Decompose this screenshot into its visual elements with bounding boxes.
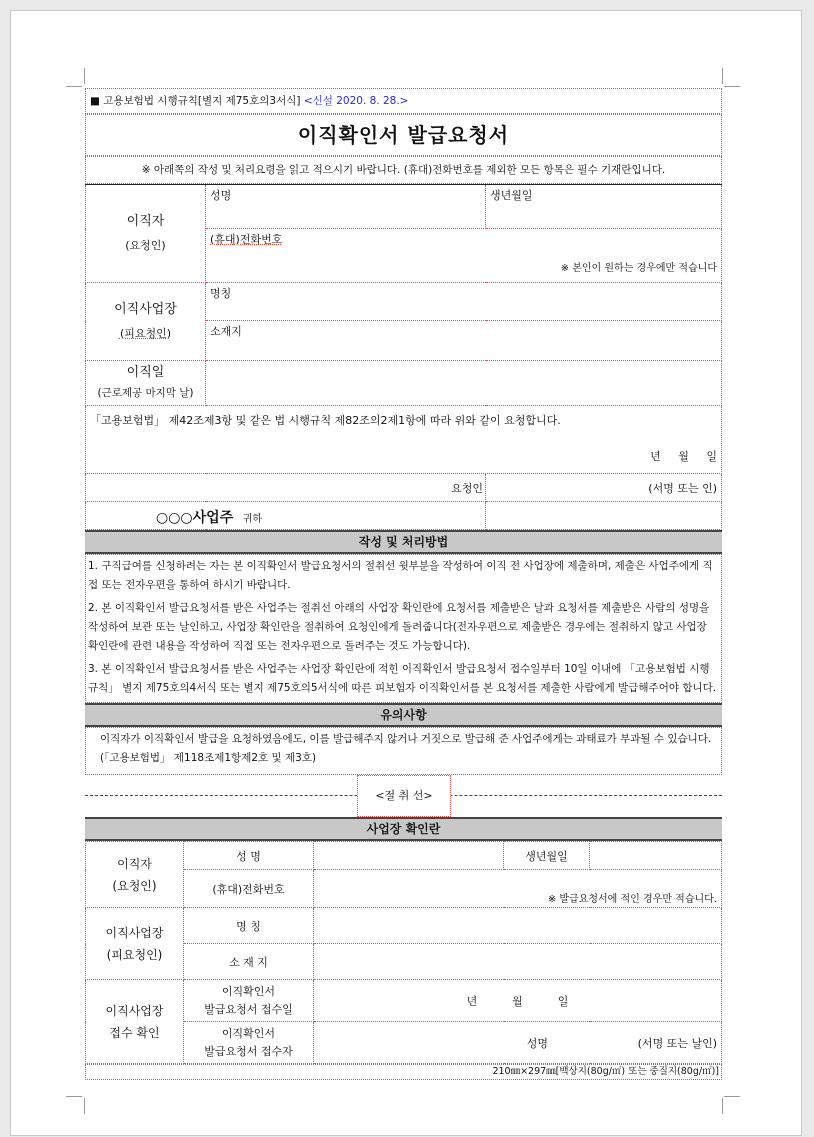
confirm-emp-addr-field[interactable] [314,944,722,980]
receiver-sign: (서명 또는 날인) [637,1036,717,1050]
crop-mark [66,86,82,87]
confirm-title: 사업장 확인란 [85,817,722,841]
confirm-applicant-cell [86,842,184,908]
law-reference: ■ 고용보험법 시행규칙[별지 제75호의3서식] [90,95,301,107]
employer-name-field[interactable] [206,283,722,321]
form-title: 이직확인서 발급요청서 [85,114,722,156]
confirm-birth-label: 생년월일 [504,842,590,870]
receipt-date-field[interactable] [314,980,722,1022]
paper-spec: 210㎜×297㎜[백상지(80g/㎡) 또는 중질지(80g/㎡)] [85,1064,722,1080]
confirm-receipt-label: 이직사업장 [105,1003,164,1018]
confirm-applicant-sub: (요청인) [112,878,157,893]
method-item-1: 1. 구직급여를 신청하려는 자는 본 이직확인서 발급요청서의 절취선 윗부분을 작성하여 이직 전 사업장에 제출하며, 제출은 사업주에게 직접 또는 전자우편을 통하여 하시기 바랍니다. [88,560,713,591]
employer-address-label: 소재지 [210,325,242,338]
recipient-cell [86,502,486,530]
applicant-label-cell [86,185,206,283]
receipt-date-label-cell [184,980,314,1022]
applicant-phone-field[interactable] [206,229,722,283]
crop-mark [66,1096,82,1097]
confirm-employer-cell [86,908,184,980]
method-title: 작성 및 처리방법 [85,530,722,554]
confirm-table [85,841,722,1064]
recipient-name: ○○○사업주 [156,510,234,526]
confirm-birth-field[interactable] [590,842,722,870]
method-item-3: 3. 본 이직확인서 발급요청서를 받은 사업주는 사업장 확인란에 적힌 이직확인서 발급요청서 접수일부터 10일 이내에 「고용보험법 시행규칙」 별지 제75호의4서식 또는 별지 제75호의5서식에 따른 피보험자 이직확인서를 본 요청서를 제출한 사람에게 발급해주어야 합니다. [88,663,717,694]
leave-date-label: 이직일 [126,365,165,380]
notice: ※ 아래쪽의 작성 및 처리요령을 읽고 적으시기 바랍니다. (휴대)전화번호를 제외한 모든 항목은 필수 기재란입니다. [85,156,722,184]
confirm-name-label: 성 명 [184,842,314,870]
crop-mark [724,86,740,87]
new-note: <신설 2020. 8. 28.> [303,95,409,107]
confirm-receipt-cell [86,980,184,1064]
method-item-2: 2. 본 이직확인서 발급요청서를 받은 사업주는 절취선 아래의 사업장 확인란에 요청서를 제출받은 날과 요청서를 제출받은 사람의 성명을 작성하여 보관 또는 날인하고, 사업장 확인란을 절취하여 요청인에게 돌려줍니다(전자우편으로 제출받은 경우에는 절취하지 않고 사업장 확인란에 관련 내용을 작성하여 직접 또는 전자우편으로 돌려주는 것도 가능합니다). [88,602,710,652]
confirm-applicant-label: 이직자 [117,856,152,871]
confirm-emp-addr-label: 소 재 지 [184,944,314,980]
crop-mark [724,1096,740,1097]
applicant-birth-field[interactable] [486,185,722,229]
leave-date-label-cell [86,361,206,406]
law-reference-row [85,88,722,114]
confirm-employer-sub: (피요청인) [106,947,163,962]
receipt-date-label-1: 이직확인서 [221,984,276,998]
requester-sign: (서명 또는 인) [648,481,717,495]
employer-sub: (피요청인) [119,326,172,340]
leave-date-sub: (근로제공 마지막 날) [97,387,194,399]
crop-mark [84,1098,85,1114]
applicant-name-label: 성명 [210,189,232,202]
statement-cell [86,406,722,474]
confirm-name-field[interactable] [314,842,504,870]
receipt-date-value: 년 월 일 [466,994,569,1008]
confirm-phone-field[interactable] [314,870,722,908]
applicant-birth-label: 생년월일 [490,189,533,202]
confirm-phone-note: ※ 발급요청서에 적인 경우만 적습니다. [547,894,717,905]
receiver-name-label: 성명 [526,1036,548,1050]
receiver-field[interactable] [314,1022,722,1064]
applicant-phone-label: (휴대)전화번호 [210,233,283,246]
recipient-empty [486,502,722,530]
applicant-sub: (요청인) [125,238,166,252]
receiver-label-1: 이직확인서 [221,1026,276,1040]
recipient-suffix: 귀하 [242,514,263,525]
caution-text: 이직자가 이직확인서 발급을 요청하였음에도, 이를 발급해주지 않거나 거짓으로 발급해 준 사업주에게는 과태료가 부과될 수 있습니다. (「고용보험법」 제118조제1항제2호 및 제3호) [85,727,722,775]
applicant-phone-note: ※ 본인이 원하는 경우에만 적습니다 [560,263,717,274]
method-section [85,554,722,703]
crop-mark [722,68,723,84]
form [85,88,722,1080]
applicant-name-field[interactable] [206,185,486,229]
confirm-receipt-sub: 접수 확인 [109,1025,160,1040]
employer-address-field[interactable] [206,321,722,361]
confirm-emp-name-label: 명 칭 [184,908,314,944]
cut-line [85,775,722,817]
receiver-label-2: 발급요청서 접수자 [204,1044,293,1058]
date-line: 년 월 일 [650,450,717,463]
confirm-employer-label: 이직사업장 [105,925,164,940]
cut-line-label: <절 취 선> [357,775,451,817]
request-table [85,184,722,530]
requester-label: 요청인 [86,474,486,502]
employer-label-cell [86,283,206,361]
employer-name-label: 명칭 [210,287,232,300]
receipt-date-label-2: 발급요청서 접수일 [204,1002,293,1016]
employer-label: 이직사업장 [114,301,177,317]
statement: 「고용보험법」 제42조제3항 및 같은 법 시행규칙 제82조의2제1항에 따라 위와 같이 요청합니다. [90,414,561,427]
applicant-label: 이직자 [126,213,165,229]
receiver-label-cell [184,1022,314,1064]
crop-mark [722,1098,723,1114]
confirm-phone-label: (휴대)전화번호 [184,870,314,908]
leave-date-field[interactable] [206,361,722,406]
confirm-emp-name-field[interactable] [314,908,722,944]
requester-sign-field[interactable] [486,474,722,502]
caution-title: 유의사항 [85,703,722,727]
crop-mark [84,68,85,84]
